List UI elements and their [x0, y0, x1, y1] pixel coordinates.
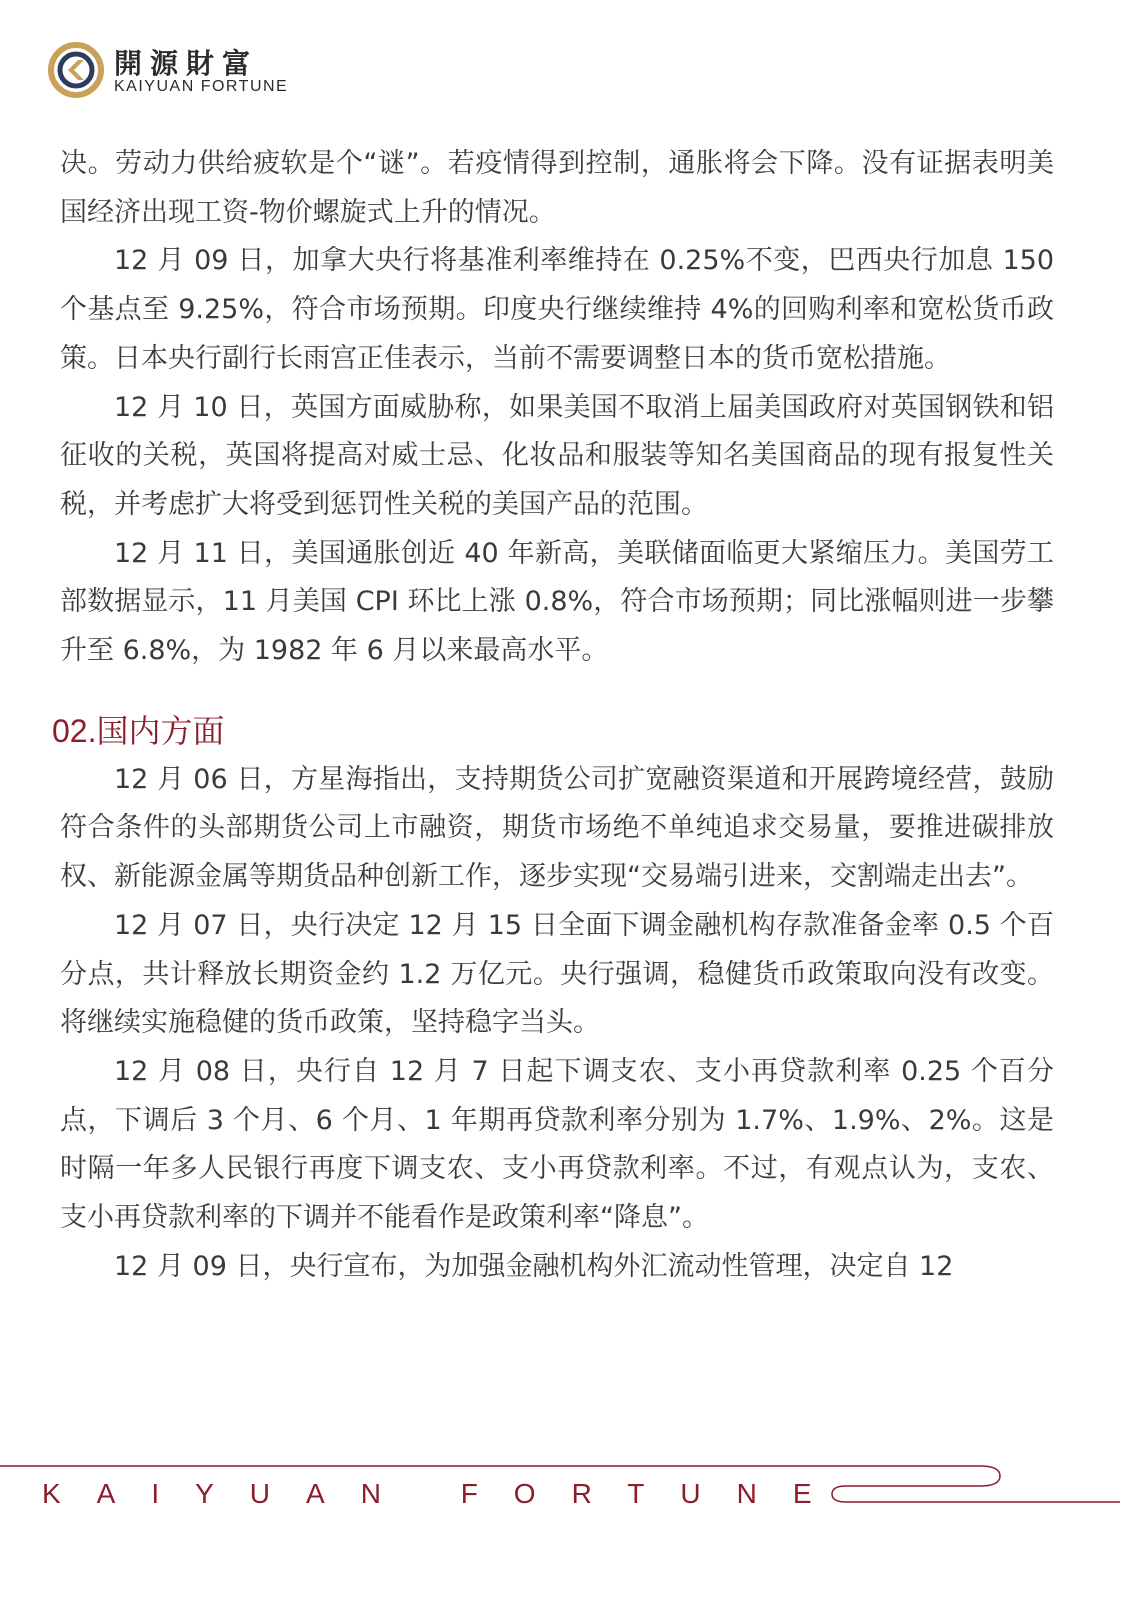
kaiyuan-logo-icon [48, 42, 104, 98]
paragraph: 12 月 06 日，方星海指出，支持期货公司扩宽融资渠道和开展跨境经营，鼓励符合条件的头部期货公司上市融资，期货市场绝不单纯追求交易量，要推进碳排放权、新能源金属等期货品种创新工作，逐步实现“交易端引进来，交割端走出去”。 [60, 763, 1054, 893]
paragraph-continued: 决。劳动力供给疲软是个“谜”。若疫情得到控制，通胀将会下降。没有证据表明美国经济出现工资-物价螺旋式上升的情况。 [60, 148, 1054, 228]
brand-name-chinese: 開源財富 [114, 47, 259, 80]
paragraph: 12 月 10 日，英国方面威胁称，如果美国不取消上届美国政府对英国钢铁和铝征收的关税，英国将提高对威士忌、化妆品和服装等知名美国商品的现有报复性关税，并考虑扩大将受到惩罚性关税的美国产品的范围。 [60, 391, 1054, 520]
paragraph: 12 月 08 日，央行自 12 月 7 日起下调支农、支小再贷款利率 0.25 个百分点，下调后 3 个月、6 个月、1 年期再贷款利率分别为 1.7%、1.9%、2%。这是时隔一年多人民银行再度下调支农、支小再贷款利率。不过，有观点认为，支农、支小再贷款利率的下调并不能看作是政策利率“降息”。 [60, 1055, 1054, 1234]
section-title: 02.国内方面 [52, 712, 225, 749]
footer [0, 1460, 1130, 1540]
header [48, 40, 348, 100]
brand-name-english: KAIYUAN FORTUNE [114, 78, 289, 95]
article-body [52, 140, 1054, 1291]
footer-brand-text: KAIYUAN FORTUNE [42, 1478, 848, 1509]
paragraph: 12 月 09 日，央行宣布，为加强金融机构外汇流动性管理，决定自 12 [114, 1250, 954, 1282]
paragraph: 12 月 07 日，央行决定 12 月 15 日全面下调金融机构存款准备金率 0.5 个百分点，共计释放长期资金约 1.2 万亿元。央行强调，稳健货币政策取向没有改变。将继续实施稳健的货币政策，坚持稳字当头。 [60, 909, 1054, 1039]
paragraph: 12 月 09 日，加拿大央行将基准利率维持在 0.25%不变，巴西央行加息 150 个基点至 9.25%，符合市场预期。印度央行继续维持 4%的回购利率和宽松货币政策。日本央行副行长雨宫正佳表示，当前不需要调整日本的货币宽松措施。 [60, 245, 1054, 374]
paragraph: 12 月 11 日，美国通胀创近 40 年新高，美联储面临更大紧缩压力。美国劳工部数据显示，11 月美国 CPI 环比上涨 0.8%，符合市场预期；同比涨幅则进一步攀升至 6.8%，为 1982 年 6 月以来最高水平。 [60, 537, 1054, 667]
